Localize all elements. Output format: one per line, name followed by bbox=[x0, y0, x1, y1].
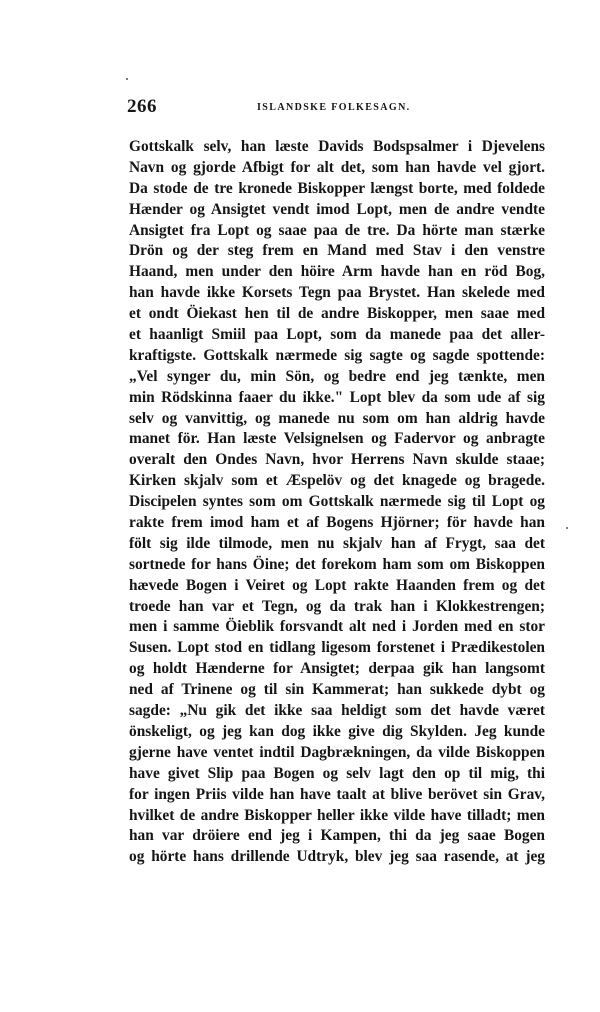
print-speck bbox=[126, 78, 128, 80]
text-line: og hörte hans drillende Udtryk, blev jeg saa rasende, at jeg bbox=[129, 848, 545, 866]
text-line: et ondt Öiekast hen til de andre Biskopper, men saae med bbox=[129, 305, 545, 323]
text-line: Hænder og Ansigtet vendt imod Lopt, men de andre vendte bbox=[129, 200, 545, 218]
text-line: men i samme Öieblik forsvandt alt ned i Jorden med en stor bbox=[129, 618, 545, 636]
text-line: gjerne have ventet indtil Dagbrækningen, da vilde Biskoppen bbox=[129, 743, 545, 761]
text-line: kraftigste. Gottskalk nærmede sig sagte og sagde spottende: bbox=[129, 346, 545, 364]
text-line: for ingen Priis vilde han have taalt at blive berövet sin Grav, bbox=[129, 785, 545, 803]
text-line: troede han var et Tegn, og da trak han i Klokkestrengen; bbox=[129, 597, 545, 615]
text-line: Navn og gjorde Afbigt for alt det, som han havde vel gjort. bbox=[129, 158, 545, 176]
text-line: Gottskalk selv, han læste Davids Bodspsalmer i Djevelens bbox=[129, 138, 545, 155]
text-line: og holdt Hænderne for Ansigtet; derpaa gik han langsomt bbox=[129, 660, 545, 678]
body-text bbox=[129, 137, 545, 868]
text-line: Ansigtet fra Lopt og saae paa de tre. Da hörte man stærke bbox=[129, 221, 545, 239]
text-line: have givet Slip paa Bogen og selv lagt den op til mig, thi bbox=[129, 764, 545, 782]
text-line: et haanligt Smiil paa Lopt, som da manede paa det aller- bbox=[129, 326, 545, 344]
text-line: Haand, men under den höire Arm havde han en röd Bog, bbox=[129, 263, 545, 281]
text-line: Susen. Lopt stod en tidlang ligesom forstenet i Prædikestolen bbox=[129, 639, 545, 657]
text-line: sortnede for hans Öine; det forekom ham som om Biskoppen bbox=[129, 555, 545, 573]
text-line: Drön og der steg frem en Mand med Stav i den venstre bbox=[129, 242, 545, 260]
text-line: sagde: „Nu gik det ikke saa heldigt som det havde været bbox=[129, 702, 545, 720]
text-line: manet för. Han læste Velsignelsen og Fadervor og anbragte bbox=[129, 430, 545, 448]
print-speck bbox=[566, 527, 568, 529]
text-line: han havde ikke Korsets Tegn paa Brystet. Han skelede med bbox=[129, 284, 545, 302]
text-line: Kirken skjalv som et Æspelöv og det knagede og bragede. bbox=[129, 472, 545, 490]
text-line: fölt sig ilde tilmode, men nu skjalv han af Frygt, saa det bbox=[129, 534, 545, 552]
page-number: 266 bbox=[127, 96, 157, 117]
text-line: overalt den Ondes Navn, hvor Herrens Navn skulde staae; bbox=[129, 451, 545, 469]
text-line: hvilket de andre Biskopper heller ikke vilde have tilladt; men bbox=[129, 806, 545, 824]
text-line: selv og vanvittig, og manede nu som om han aldrig havde bbox=[129, 409, 545, 427]
text-line: hævede Bogen i Veiret og Lopt rakte Haanden frem og det bbox=[129, 576, 545, 594]
text-line: önskeligt, og jeg kan dog ikke give dig Skylden. Jeg kunde bbox=[129, 722, 545, 740]
text-line: „Vel synger du, min Sön, og bedre end jeg tænkte, men bbox=[129, 367, 545, 385]
text-line: min Rödskinna faaer du ikke." Lopt blev da som ude af sig bbox=[129, 388, 545, 406]
text-line: rakte frem imod ham et af Bogens Hjörner; för havde han bbox=[129, 514, 545, 532]
running-title: ISLANDSKE FOLKESAGN. bbox=[257, 102, 411, 113]
running-head bbox=[127, 96, 547, 118]
text-line: Discipelen syntes som om Gottskalk nærmede sig til Lopt og bbox=[129, 493, 545, 511]
text-line: han var dröiere end jeg i Kampen, thi da jeg saae Bogen bbox=[129, 827, 545, 845]
text-line: Da stode de tre kronede Biskopper længst borte, med foldede bbox=[129, 179, 545, 197]
text-line: ned af Trinene og til sin Kammerat; han sukkede dybt og bbox=[129, 681, 545, 699]
